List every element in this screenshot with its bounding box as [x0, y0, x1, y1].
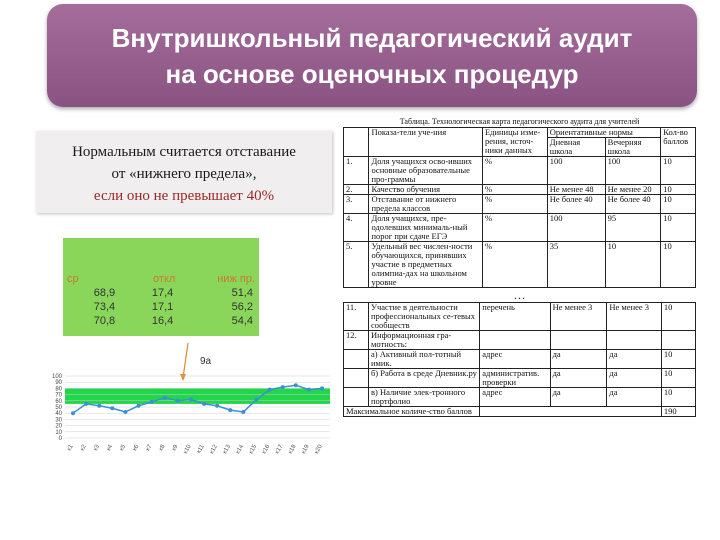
doc-header-row	[344, 128, 696, 138]
doc-row	[344, 195, 696, 214]
doc-cell-n	[344, 369, 369, 388]
doc-cell-a: Не менее 3	[550, 303, 607, 331]
doc-total-row	[344, 407, 696, 417]
doc-row	[344, 214, 696, 242]
doc-cell-pts: 10	[661, 195, 696, 214]
line-chart	[40, 340, 340, 535]
title-line-2: на основе оценочных процедур	[165, 58, 579, 89]
data-point	[268, 388, 272, 392]
x-tick-label: к7	[145, 444, 154, 453]
doc-cell-name: Доля учащихся осво-ивших основные образовательные про-граммы	[369, 157, 482, 185]
doc-cell-n: 4.	[344, 214, 369, 242]
pointer-arrowhead	[180, 374, 186, 381]
stats-cell: 51,4	[231, 287, 253, 299]
data-point	[294, 383, 298, 387]
stats-cell: 16,4	[151, 315, 174, 327]
title-line-1: Внутришкольный педагогический аудит	[111, 22, 633, 53]
doc-total-spacer	[480, 407, 662, 417]
doc-cell-b: да	[607, 369, 662, 388]
data-point	[137, 404, 141, 408]
doc-cell-pts	[661, 331, 695, 350]
y-tick-label: 80	[55, 386, 62, 393]
doc-total-label: Максимальное количе-ство баллов	[344, 407, 480, 417]
doc-cell-pts: 10	[661, 242, 696, 288]
doc-header-norms: Ориентативные нормы	[547, 128, 660, 138]
stats-cell: 17,1	[151, 301, 174, 313]
pointer-arrow	[183, 343, 188, 378]
stats-header-row	[63, 272, 259, 286]
doc-cell-unit: адрес	[480, 350, 550, 369]
doc-ellipsis: …	[513, 288, 526, 302]
doc-row	[344, 369, 696, 388]
data-point	[176, 399, 180, 403]
x-tick-label: к19	[300, 444, 311, 456]
data-point	[281, 385, 285, 389]
doc-row	[344, 303, 696, 331]
y-tick-label: 70	[55, 392, 62, 399]
x-tick-label: к9	[171, 444, 180, 453]
doc-cell-name: Отставание от нижнего предела классов	[369, 195, 482, 214]
data-point	[84, 402, 88, 406]
doc-row	[344, 388, 696, 407]
doc-cell-pts: 10	[661, 369, 695, 388]
stats-header-low: ниж пр.	[217, 273, 255, 285]
stats-cell: 56,2	[231, 301, 253, 313]
stats-cell: 73,4	[93, 301, 116, 313]
x-tick-label: к17	[274, 444, 285, 456]
doc-row	[344, 331, 696, 350]
data-point	[254, 398, 258, 402]
doc-cell-pts: 10	[661, 303, 695, 331]
doc-cell-unit: %	[482, 157, 547, 185]
note-line-1: Нормальным считается отставание	[72, 144, 296, 160]
doc-cell-b: да	[607, 388, 662, 407]
doc-cell-n: 11.	[344, 303, 369, 331]
doc-cell-a: Не менее 48	[547, 185, 605, 195]
doc-cell-name: Удельный вес числен-ности обучающихся, принявших участие в предметных олимпиа-дах на школьном уровне	[369, 242, 482, 288]
x-tick-label: к4	[105, 444, 115, 453]
doc-header-evening-school: Вечерняя школа	[605, 138, 661, 157]
data-point	[202, 402, 206, 406]
doc-cell-a: да	[550, 388, 607, 407]
doc-cell-a	[550, 331, 607, 350]
data-point	[163, 396, 167, 400]
x-tick-label: к11	[196, 444, 206, 455]
x-tick-label: к14	[235, 444, 246, 456]
stats-row	[63, 314, 259, 328]
x-tick-label: к5	[118, 444, 128, 453]
doc-cell-n: 1.	[344, 157, 369, 185]
x-tick-label: к13	[222, 444, 232, 456]
doc-caption: Таблица. Технологическая карта педагогического аудита для учителей	[399, 117, 640, 126]
doc-cell-a: да	[550, 350, 607, 369]
doc-header-indicator: Показа-тели уче-ния	[369, 128, 482, 157]
doc-cell-pts: 10	[661, 388, 695, 407]
data-point	[307, 388, 311, 392]
x-tick-label: к16	[261, 444, 272, 456]
line-chart-svg	[40, 340, 340, 535]
slide-title	[47, 4, 697, 107]
stats-header-dev: откл	[153, 273, 176, 285]
y-tick-label: 10	[55, 429, 62, 436]
note-box	[36, 131, 332, 213]
x-tick-label: к1	[66, 444, 75, 453]
stats-cell: 68,9	[93, 287, 116, 299]
x-tick-label: к20	[313, 444, 324, 456]
doc-cell-name: а) Активный пол-тотный имик.	[368, 350, 479, 369]
stats-table	[63, 238, 259, 336]
doc-cell-b: Не менее 20	[605, 185, 661, 195]
y-tick-label: 20	[55, 423, 62, 430]
data-point	[320, 386, 324, 390]
y-tick-label: 0	[58, 436, 62, 442]
y-tick-label: 30	[55, 417, 62, 424]
stats-cell: 70,8	[93, 315, 116, 327]
stats-row	[63, 300, 259, 314]
doc-header-num	[344, 128, 369, 157]
doc-total-value: 190	[661, 407, 695, 417]
doc-cell-pts: 10	[661, 157, 696, 185]
doc-cell-n	[344, 388, 369, 407]
doc-cell-name: Участие в деятельности профессиональных се-тевых сообществ	[368, 303, 479, 331]
doc-cell-n: 3.	[344, 195, 369, 214]
doc-cell-a: 35	[547, 242, 605, 288]
data-point	[215, 404, 219, 408]
x-tick-label: к8	[158, 444, 167, 453]
stats-cell: 17,4	[151, 287, 174, 299]
tech-card-table-2	[343, 302, 696, 417]
doc-cell-unit: адрес	[480, 388, 550, 407]
doc-cell-n	[344, 350, 369, 369]
y-tick-label: 100	[51, 374, 62, 380]
doc-cell-unit: %	[482, 242, 547, 288]
doc-cell-n: 12.	[344, 331, 369, 350]
doc-cell-unit: %	[482, 185, 547, 195]
doc-cell-a: да	[550, 369, 607, 388]
doc-cell-b: да	[607, 350, 662, 369]
doc-row	[344, 157, 696, 185]
data-point	[110, 406, 114, 410]
x-tick-label: к18	[287, 444, 298, 456]
y-tick-label: 40	[55, 411, 62, 418]
data-point	[189, 398, 193, 402]
x-tick-label: к2	[79, 444, 88, 453]
doc-cell-b	[607, 331, 662, 350]
doc-cell-a: 100	[547, 157, 605, 185]
doc-cell-b: 10	[605, 242, 661, 288]
doc-cell-name: Информационная гра-мотность:	[368, 331, 479, 350]
doc-cell-unit: административ. проверки	[480, 369, 550, 388]
doc-cell-a: 100	[547, 214, 605, 242]
doc-cell-name: Доля учащихся, пре-одолевших минималь-ный порог при сдаче ЕГЭ	[369, 214, 482, 242]
x-tick-label: к10	[182, 444, 193, 456]
data-point	[123, 410, 127, 414]
x-tick-label: к15	[248, 444, 259, 456]
doc-cell-unit	[480, 331, 550, 350]
doc-cell-b: 95	[605, 214, 661, 242]
doc-cell-b: Не менее 3	[607, 303, 662, 331]
note-line-3: если оно не превышает 40%	[93, 188, 275, 204]
x-tick-label: к3	[92, 444, 101, 453]
data-point	[71, 411, 75, 415]
stats-row	[63, 286, 259, 300]
doc-cell-a: Не более 40	[547, 195, 605, 214]
doc-cell-unit: перечень	[480, 303, 550, 331]
doc-cell-pts: 10	[661, 185, 696, 195]
doc-cell-unit: %	[482, 195, 547, 214]
doc-cell-n: 2.	[344, 185, 369, 195]
y-tick-label: 60	[55, 398, 62, 405]
stats-header-avg: ср	[67, 273, 79, 285]
doc-row	[344, 350, 696, 369]
tech-card-table	[343, 127, 696, 288]
doc-cell-unit: %	[482, 214, 547, 242]
tech-card-document	[343, 117, 696, 537]
x-tick-label: к6	[132, 444, 141, 453]
doc-cell-name: Качество обучения	[369, 185, 482, 195]
note-line-2: от «нижнего предела»,	[111, 166, 257, 182]
doc-header-points: Кол-во баллов	[661, 128, 696, 157]
data-point	[150, 400, 154, 404]
doc-cell-b: Не более 40	[605, 195, 661, 214]
doc-cell-pts: 10	[661, 350, 695, 369]
stats-cell: 54,4	[231, 315, 253, 327]
doc-cell-pts: 10	[661, 214, 696, 242]
doc-header-unit: Единицы изме-рения, источ-ники данных	[482, 128, 547, 157]
y-tick-label: 50	[55, 405, 62, 411]
data-point	[228, 408, 232, 412]
chart-label: 9а	[200, 356, 212, 367]
y-tick-label: 90	[55, 380, 62, 387]
data-point	[97, 404, 101, 408]
doc-cell-name: в) Наличие элек-тронного портфолио	[368, 388, 479, 407]
doc-cell-n: 5.	[344, 242, 369, 288]
data-point	[241, 410, 245, 414]
x-tick-label: к12	[209, 444, 219, 456]
doc-cell-name: б) Работа в среде Дневник.ру	[368, 369, 479, 388]
doc-row	[344, 185, 696, 195]
doc-row	[344, 242, 696, 288]
doc-cell-b: 100	[605, 157, 661, 185]
doc-header-day-school: Дневная школа	[547, 138, 605, 157]
